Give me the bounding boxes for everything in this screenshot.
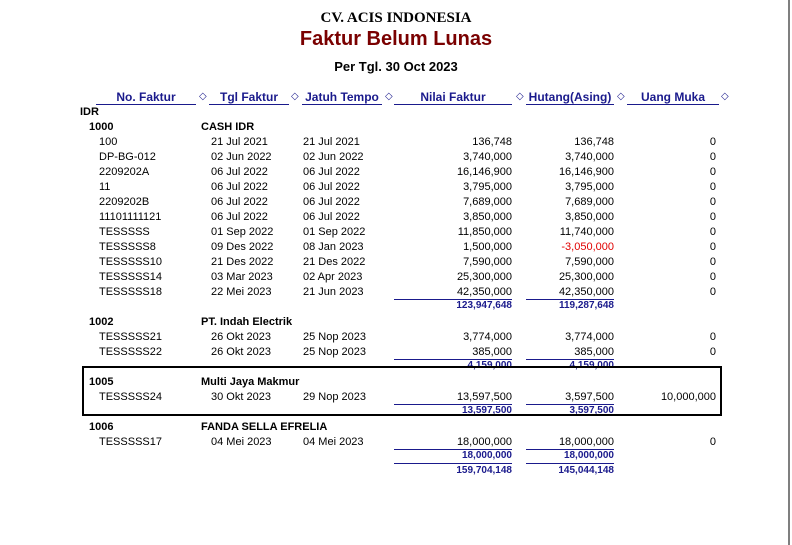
table-cell: 3,774,000 (463, 331, 512, 343)
table-cell: 7,590,000 (565, 256, 614, 268)
subtotal-nilai-faktur: 13,597,500 (461, 405, 512, 416)
table-cell: 7,590,000 (463, 256, 512, 268)
sort-icon[interactable]: ◇ (617, 91, 625, 102)
table-cell: 29 Nop 2023 (303, 391, 366, 403)
table-cell: 11,740,000 (559, 226, 614, 238)
table-cell: 26 Okt 2023 (211, 346, 271, 358)
subtotal-hutang: 119,287,648 (558, 300, 614, 311)
table-cell: 2209202A (99, 166, 150, 178)
table-cell: TESSSSS14 (99, 271, 162, 283)
col-header-tgl-faktur[interactable]: Tgl Faktur (209, 90, 289, 105)
table-cell: 08 Jan 2023 (303, 241, 364, 253)
table-cell: 04 Mei 2023 (303, 436, 364, 448)
sort-icon[interactable]: ◇ (385, 91, 393, 102)
table-cell: 0 (709, 211, 716, 223)
table-cell: 2209202B (99, 196, 150, 208)
table-cell: 100 (99, 136, 118, 148)
group-name: FANDA SELLA EFRELIA (201, 421, 328, 433)
table-cell: 25 Nop 2023 (303, 346, 366, 358)
table-cell: 385,000 (574, 346, 614, 358)
col-header-nilai-faktur[interactable]: Nilai Faktur (394, 90, 512, 105)
table-cell: 10,000,000 (660, 391, 716, 403)
table-cell: 0 (709, 256, 716, 268)
grand-total-hutang: 145,044,148 (558, 465, 614, 476)
table-cell: 06 Jul 2022 (211, 211, 268, 223)
table-cell: -3,050,000 (561, 241, 614, 253)
table-cell: 3,795,000 (565, 181, 614, 193)
table-cell: 02 Jun 2022 (303, 151, 364, 163)
table-cell: TESSSSS (99, 226, 150, 238)
table-cell: 09 Des 2022 (211, 241, 274, 253)
table-cell: 42,350,000 (456, 286, 512, 298)
table-cell: 3,850,000 (565, 211, 614, 223)
table-cell: 06 Jul 2022 (303, 196, 360, 208)
table-cell: 01 Sep 2022 (211, 226, 274, 238)
table-cell: TESSSSS17 (99, 436, 162, 448)
table-cell: 13,597,500 (456, 391, 512, 403)
grand-total-nilai-faktur: 159,704,148 (456, 465, 512, 476)
table-cell: 0 (709, 151, 716, 163)
table-cell: 25 Nop 2023 (303, 331, 366, 343)
subtotal-hutang: 4,159,000 (569, 360, 614, 371)
group-code: 1006 (89, 421, 114, 433)
table-cell: 3,795,000 (463, 181, 512, 193)
col-header-hutang-asing[interactable]: Hutang(Asing) (526, 90, 614, 105)
table-cell: 11 (99, 181, 111, 193)
table-cell: 01 Sep 2022 (303, 226, 366, 238)
report-date: Per Tgl. 30 Oct 2023 (334, 59, 458, 74)
table-cell: 02 Apr 2023 (303, 271, 363, 283)
table-cell: 0 (709, 271, 716, 283)
company-name: CV. ACIS INDONESIA (320, 10, 472, 26)
table-cell: 18,000,000 (558, 436, 614, 448)
sort-icon[interactable]: ◇ (199, 91, 207, 102)
table-cell: 26 Okt 2023 (211, 331, 271, 343)
table-cell: 25,300,000 (558, 271, 614, 283)
table-cell: 21 Jun 2023 (303, 286, 364, 298)
table-cell: 0 (709, 196, 716, 208)
table-cell: 3,740,000 (463, 151, 512, 163)
table-cell: 0 (709, 241, 716, 253)
table-cell: 0 (709, 181, 716, 193)
table-cell: 385,000 (472, 346, 512, 358)
table-cell: 21 Jul 2021 (211, 136, 268, 148)
subtotal-hutang: 18,000,000 (563, 450, 614, 461)
table-cell: 06 Jul 2022 (211, 181, 268, 193)
table-cell: DP-BG-012 (99, 151, 156, 163)
sort-icon[interactable]: ◇ (516, 91, 524, 102)
table-cell: 0 (709, 331, 716, 343)
table-cell: 3,740,000 (565, 151, 614, 163)
group-code: 1002 (89, 316, 114, 328)
table-cell: TESSSSS10 (99, 256, 162, 268)
group-code: 1000 (89, 121, 114, 133)
table-cell: 1,500,000 (463, 241, 512, 253)
subtotal-nilai-faktur: 4,159,000 (467, 360, 512, 371)
group-name: CASH IDR (201, 121, 255, 133)
table-cell: 06 Jul 2022 (211, 196, 268, 208)
col-header-jatuh-tempo[interactable]: Jatuh Tempo (302, 90, 382, 105)
table-cell: 0 (709, 436, 716, 448)
group-code: 1005 (89, 376, 114, 388)
group-name: PT. Indah Electrik (201, 316, 293, 328)
table-cell: 06 Jul 2022 (303, 211, 360, 223)
table-cell: 0 (709, 346, 716, 358)
table-cell: 0 (709, 226, 716, 238)
table-cell: 21 Jul 2021 (303, 136, 360, 148)
highlight-box (82, 366, 722, 416)
table-cell: 02 Jun 2022 (211, 151, 272, 163)
table-cell: TESSSSS24 (99, 391, 162, 403)
table-cell: 136,748 (472, 136, 512, 148)
col-header-uang-muka[interactable]: Uang Muka (627, 90, 719, 105)
subtotal-hutang: 3,597,500 (569, 405, 614, 416)
table-cell: 18,000,000 (456, 436, 512, 448)
table-cell: 22 Mei 2023 (211, 286, 272, 298)
table-cell: 06 Jul 2022 (303, 166, 360, 178)
table-cell: 06 Jul 2022 (211, 166, 268, 178)
table-cell: 06 Jul 2022 (303, 181, 360, 193)
table-cell: 0 (709, 166, 716, 178)
table-cell: 42,350,000 (558, 286, 614, 298)
table-cell: 0 (709, 286, 716, 298)
table-cell: 25,300,000 (456, 271, 512, 283)
col-header-no-faktur[interactable]: No. Faktur (96, 90, 196, 105)
table-cell: 16,146,900 (558, 166, 614, 178)
table-cell: 3,774,000 (565, 331, 614, 343)
sort-icon[interactable]: ◇ (721, 91, 729, 102)
table-cell: TESSSSS22 (99, 346, 162, 358)
table-cell: 7,689,000 (565, 196, 614, 208)
table-cell: 0 (709, 136, 716, 148)
table-cell: 136,748 (574, 136, 614, 148)
subtotal-nilai-faktur: 18,000,000 (461, 450, 512, 461)
report-title: Faktur Belum Lunas (299, 28, 493, 50)
table-cell: 7,689,000 (463, 196, 512, 208)
subtotal-nilai-faktur: 123,947,648 (456, 300, 512, 311)
table-cell: 3,850,000 (463, 211, 512, 223)
table-cell: 04 Mei 2023 (211, 436, 272, 448)
table-cell: 03 Mar 2023 (211, 271, 273, 283)
table-cell: TESSSSS21 (99, 331, 162, 343)
table-cell: 11101111121 (99, 211, 162, 223)
group-name: Multi Jaya Makmur (201, 376, 300, 388)
table-cell: 11,850,000 (457, 226, 512, 238)
table-cell: TESSSSS8 (99, 241, 156, 253)
window-border (788, 0, 790, 545)
table-cell: 21 Des 2022 (211, 256, 274, 268)
sort-icon[interactable]: ◇ (291, 91, 299, 102)
table-cell: 16,146,900 (456, 166, 512, 178)
table-cell: 3,597,500 (565, 391, 614, 403)
table-cell: TESSSSS18 (99, 286, 162, 298)
table-cell: 21 Des 2022 (303, 256, 366, 268)
currency-label: IDR (80, 106, 99, 118)
table-cell: 30 Okt 2023 (211, 391, 271, 403)
